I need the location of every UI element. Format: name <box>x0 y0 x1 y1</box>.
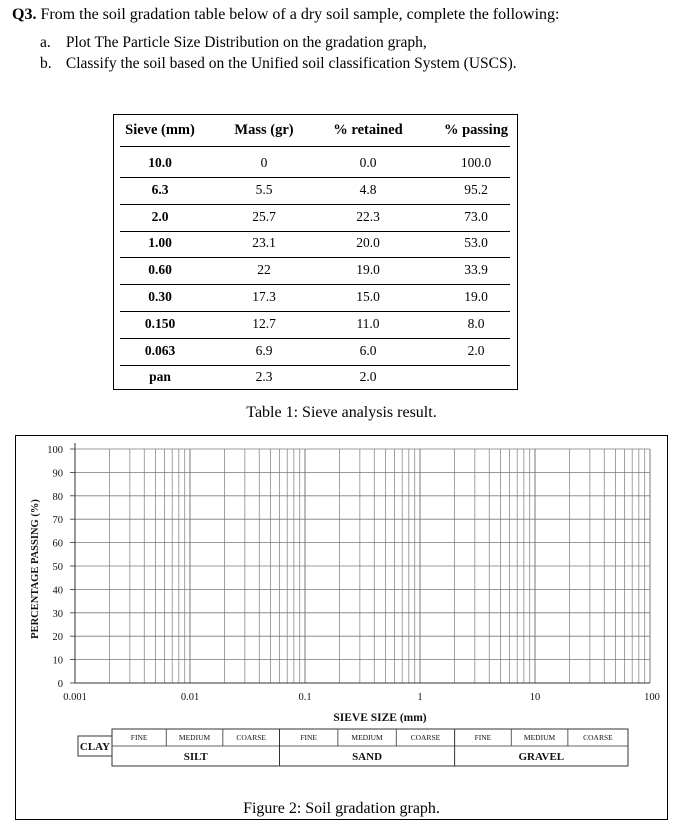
table-cell: 2.3 <box>255 369 273 385</box>
table-cell: 10.0 <box>148 155 172 170</box>
table-cell: 2.0 <box>467 342 485 358</box>
table-cell: 19.0 <box>356 262 380 278</box>
soil-subclass-label: FINE <box>300 733 318 742</box>
x-axis-title: SIEVE SIZE (mm) <box>333 712 427 724</box>
question-item-text: Classify the soil based on the Unified soil classification System (USCS). <box>65 55 517 72</box>
table-cell: 100.0 <box>460 155 492 170</box>
soil-subclass-label: MEDIUM <box>351 733 383 742</box>
question-item-text: Plot The Particle Size Distribution on the gradation graph, <box>65 34 427 51</box>
soil-class-label: CLAY <box>79 741 111 753</box>
table-cell: 2.0 <box>359 369 377 385</box>
table-cell: 0.0 <box>359 155 377 170</box>
x-tick-label: 100 <box>644 692 660 703</box>
table-cell: 0 <box>260 155 268 170</box>
table-cell: 1.00 <box>148 235 172 251</box>
soil-subclass-label: COARSE <box>410 733 441 742</box>
table-header-cell: Mass (gr) <box>234 122 294 138</box>
table-cell: 0.30 <box>148 289 172 304</box>
table-caption: Table 1: Sieve analysis result. <box>246 404 437 421</box>
soil-subclass-label: FINE <box>130 733 148 742</box>
y-tick-label: 70 <box>52 515 63 527</box>
table-cell: 22.3 <box>356 208 380 224</box>
y-tick-label: 100 <box>47 445 63 456</box>
table-cell: 5.5 <box>255 181 273 197</box>
table-cell: 20.0 <box>356 235 380 251</box>
table-cell: 17.3 <box>252 289 276 304</box>
x-tick-label: 0.1 <box>298 692 312 703</box>
question-number: Q3. <box>12 6 37 23</box>
table-cell: 0.60 <box>148 262 172 278</box>
table-cell: 4.8 <box>359 181 377 197</box>
y-tick-label: 90 <box>52 468 63 480</box>
x-tick-label: 0.001 <box>63 692 87 703</box>
table-cell: 6.3 <box>151 181 169 197</box>
y-tick-label: 30 <box>52 608 63 620</box>
soil-subclass-label: COARSE <box>236 733 266 742</box>
y-axis-title: PERCENTAGE PASSING (%) <box>30 499 41 639</box>
table-cell: 53.0 <box>464 235 488 251</box>
y-tick-label: 50 <box>52 562 63 573</box>
table-cell: 6.9 <box>255 342 273 358</box>
table-cell: pan <box>149 369 171 385</box>
question-item-label: b. <box>40 55 52 72</box>
x-tick-label: 0.01 <box>180 692 200 703</box>
figure-caption: Figure 2: Soil gradation graph. <box>243 800 440 817</box>
table-cell: 6.0 <box>359 342 377 358</box>
table-cell: 0.063 <box>144 342 176 358</box>
table-cell: 73.0 <box>464 208 488 224</box>
table-cell: 8.0 <box>467 315 485 331</box>
y-tick-label: 40 <box>52 585 63 597</box>
table-header-cell: % retained <box>333 122 403 138</box>
table-cell: 95.2 <box>464 181 488 197</box>
question-text: From the soil gradation table below of a dry soil sample, complete the following: <box>40 6 560 23</box>
soil-class-label: SAND <box>352 751 383 763</box>
table-cell: 22 <box>257 262 271 278</box>
soil-class-label: SILT <box>183 751 208 763</box>
table-cell: 19.0 <box>464 289 488 304</box>
table-cell: 12.7 <box>252 315 276 331</box>
y-tick-label: 10 <box>52 655 63 667</box>
soil-class-label: GRAVEL <box>518 751 565 763</box>
y-tick-label: 80 <box>52 491 63 503</box>
table-cell: 25.7 <box>252 208 276 224</box>
y-tick-label: 0 <box>57 679 63 690</box>
table-cell: 23.1 <box>252 235 276 251</box>
table-cell: 15.0 <box>356 289 380 304</box>
table-cell: 0.150 <box>144 315 176 331</box>
table-header-cell: Sieve (mm) <box>125 122 195 138</box>
table-cell: 2.0 <box>151 208 169 224</box>
table-header-cell: % passing <box>443 122 509 138</box>
x-tick-label: 10 <box>529 692 541 703</box>
x-tick-label: 1 <box>417 692 423 703</box>
table-cell: 33.9 <box>464 262 488 278</box>
y-tick-label: 60 <box>52 538 63 550</box>
soil-subclass-label: MEDIUM <box>523 733 556 742</box>
question-item-label: a. <box>40 34 51 51</box>
soil-subclass-label: COARSE <box>583 733 613 742</box>
soil-subclass-label: FINE <box>474 733 492 742</box>
table-cell: 11.0 <box>356 315 380 331</box>
soil-subclass-label: MEDIUM <box>178 733 211 742</box>
y-tick-label: 20 <box>52 632 63 644</box>
